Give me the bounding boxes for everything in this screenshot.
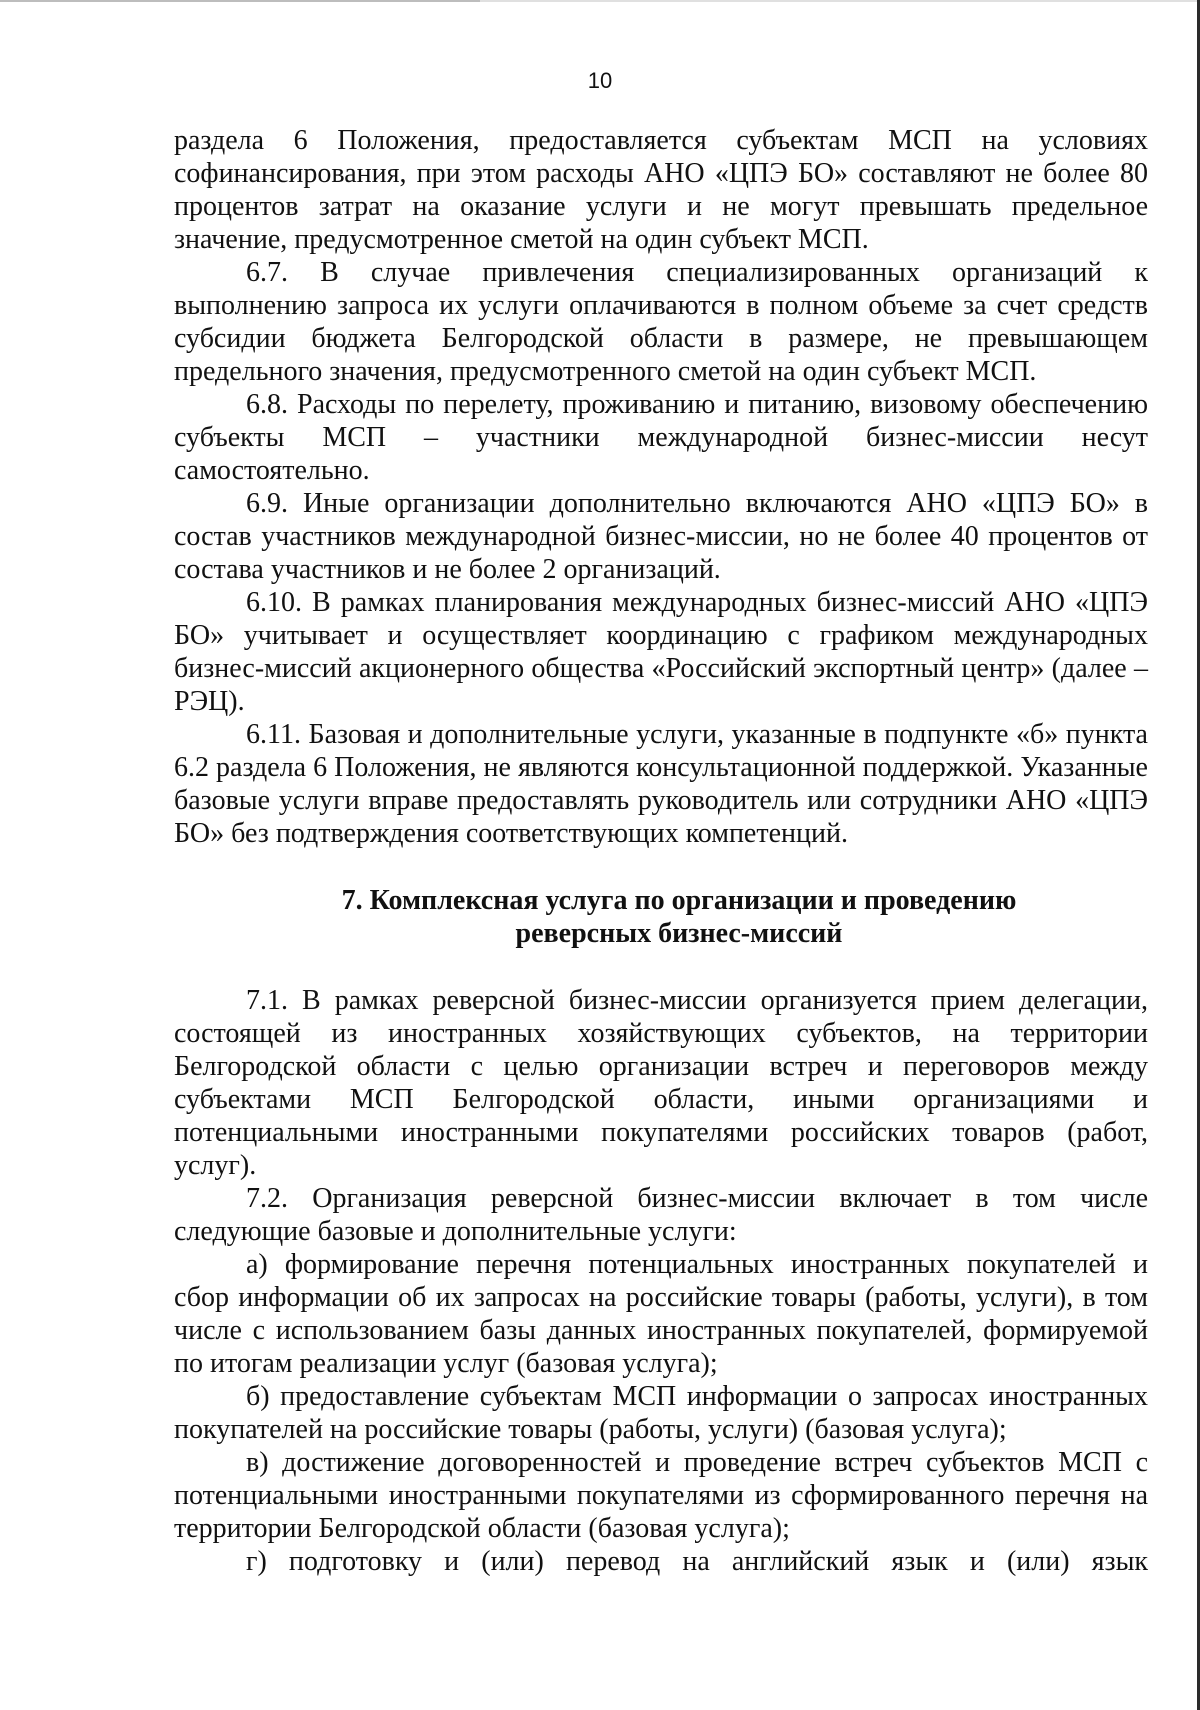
section-heading (174, 884, 1148, 950)
paragraph-6-10: 6.10. В рамках планирования международных бизнес-миссий АНО «ЦПЭ БО» учитывает и осуществляет координацию с графиком международных бизнес-миссий акционерного общества «Российский экспортный центр» (далее – РЭЦ). (174, 587, 1148, 717)
spacer (174, 950, 1148, 984)
paragraph-7-2: 7.2. Организация реверсной бизнес-миссии включает в том числе следующие базовые и дополнительные услуги: (174, 1183, 1148, 1247)
list-item-v: в) достижение договоренностей и проведение встреч субъектов МСП с потенциальными иностранными покупателями из сформированного перечня на территории Белгородской области (базовая услуга); (174, 1447, 1148, 1544)
paragraph-6-7: 6.7. В случае привлечения специализированных организаций к выполнению запроса их услуги оплачиваются в полном объеме за счет средств субсидии бюджета Белгородской области в размере, не превышающем предельного значения, предусмотренного сметой на один субъект МСП. (174, 257, 1148, 387)
paragraph-continuation: раздела 6 Положения, предоставляется субъектам МСП на условиях софинансирования, при этом расходы АНО «ЦПЭ БО» составляют не более 80 процентов затрат на оказание услуги и не могут превышать предельное значение, предусмотренное сметой на один субъект МСП. (174, 125, 1148, 255)
document-body (174, 124, 1148, 1578)
section-heading-line-1: 7. Комплексная услуга по организации и проведению (341, 885, 1017, 916)
paragraph-6-11: 6.11. Базовая и дополнительные услуги, указанные в подпункте «б» пункта 6.2 раздела 6 Положения, не являются консультационной поддержкой. Указанные базовые услуги вправе предоставлять руководитель или сотрудники АНО «ЦПЭ БО» без подтверждения соответствующих компетенций. (174, 719, 1148, 849)
list-item-a: а) формирование перечня потенциальных иностранных покупателей и сбор информации об их запросах на российские товары (работы, услуги), в том числе с использованием базы данных иностранных покупателей, формируемой по итогам реализации услуг (базовая услуга); (174, 1249, 1148, 1379)
spacer (174, 850, 1148, 884)
paragraph-6-8: 6.8. Расходы по перелету, проживанию и питанию, визовому обеспечению субъекты МСП – участники международной бизнес-миссии несут самостоятельно. (174, 389, 1148, 486)
scan-top-edge (0, 0, 1200, 2)
page-number: 10 (587, 68, 613, 93)
section-heading-line-2: реверсных бизнес-миссий (515, 918, 843, 949)
paragraph-7-1: 7.1. В рамках реверсной бизнес-миссии организуется прием делегации, состоящей из иностранных хозяйствующих субъектов, на территории Белгородской области с целью организации встреч и переговоров между субъектами МСП Белгородской области, иными организациями и потенциальными иностранными покупателями российских товаров (работ, услуг). (174, 985, 1148, 1181)
list-item-g: г) подготовку и (или) перевод на английский язык и (или) язык (246, 1546, 1148, 1577)
list-item-b: б) предоставление субъектам МСП информации о запросах иностранных покупателей на российские товары (работы, услуги) (базовая услуга); (174, 1381, 1148, 1445)
paragraph-6-9: 6.9. Иные организации дополнительно включаются АНО «ЦПЭ БО» в состав участников международной бизнес-миссии, но не более 40 процентов от состава участников и не более 2 организаций. (174, 488, 1148, 585)
